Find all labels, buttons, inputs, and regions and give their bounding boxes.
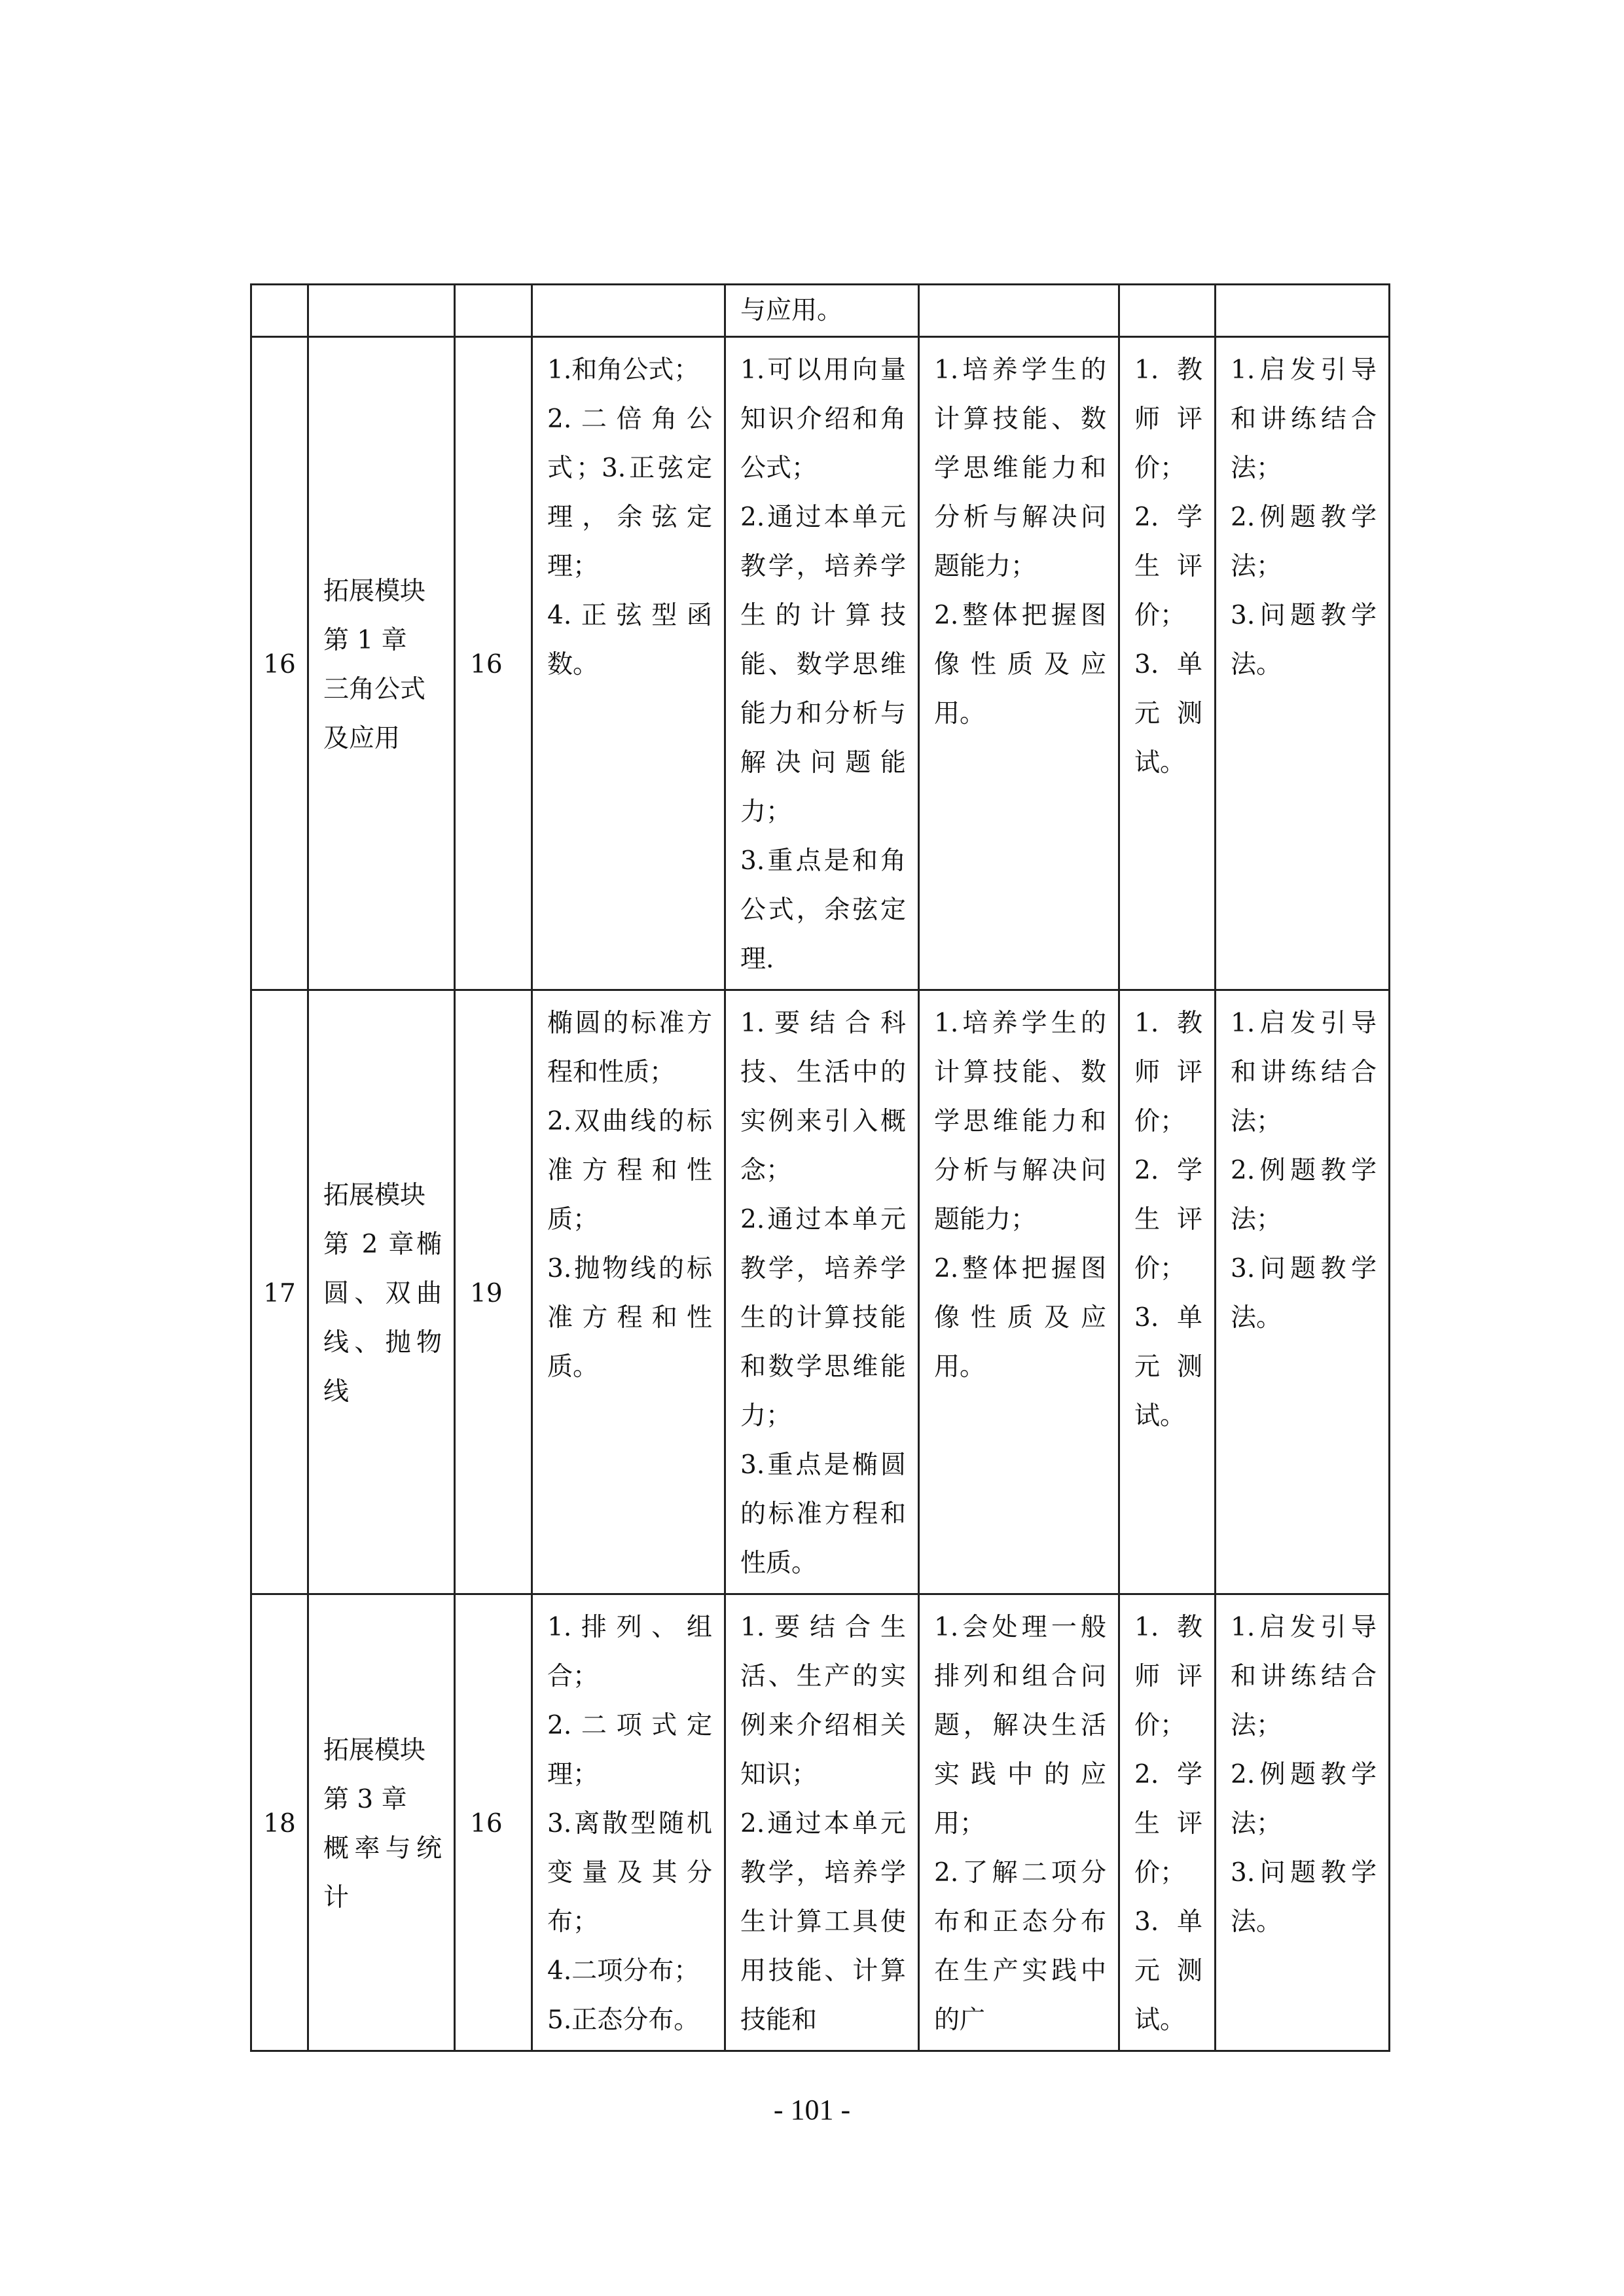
cell-content	[532, 285, 725, 337]
cell-goals: 1.培养学生的计算技能、数学思维能力和分析与解决问题能力； 2.整体把握图像性质及应用。	[919, 337, 1119, 990]
cell-hours: 16	[455, 1594, 532, 2051]
table-row-continuation	[251, 285, 1390, 337]
cell-unit: 拓展模块 第 2 章椭圆、双曲线、抛物线	[308, 990, 455, 1594]
cell-requirements: 1.要结合生活、生产的实例来介绍相关知识； 2.通过本单元教学，培养学生计算工具使用技能、计算技能和	[725, 1594, 919, 2051]
cell-hours	[455, 285, 532, 337]
cell-unit	[308, 285, 455, 337]
cell-index: 16	[251, 337, 308, 990]
cell-index: 17	[251, 990, 308, 1594]
cell-content: 椭圆的标准方程和性质； 2.双曲线的标准方程和性质； 3.抛物线的标准方程和性质。	[532, 990, 725, 1594]
cell-methods: 1.启发引导和讲练结合法； 2.例题教学法； 3.问题教学法。	[1216, 337, 1390, 990]
cell-methods: 1.启发引导和讲练结合法； 2.例题教学法； 3.问题教学法。	[1216, 1594, 1390, 2051]
table-row	[251, 1594, 1390, 2051]
cell-evaluation: 1.教师评价； 2.学生评价； 3.单元测试。	[1119, 1594, 1216, 2051]
cell-methods: 1.启发引导和讲练结合法； 2.例题教学法； 3.问题教学法。	[1216, 990, 1390, 1594]
cell-evaluation: 1.教师评价； 2.学生评价； 3.单元测试。	[1119, 337, 1216, 990]
cell-hours: 16	[455, 337, 532, 990]
cell-evaluation	[1119, 285, 1216, 337]
cell-goals: 1.培养学生的计算技能、数学思维能力和分析与解决问题能力； 2.整体把握图像性质及应用。	[919, 990, 1119, 1594]
cell-index	[251, 285, 308, 337]
cell-content: 1.和角公式； 2.二倍角公式；3.正弦定理，余弦定理； 4.正弦型函数。	[532, 337, 725, 990]
cell-methods	[1216, 285, 1390, 337]
cell-content: 1.排列、组合； 2.二项式定理； 3.离散型随机变量及其分布； 4.二项分布； 5.正态分布。	[532, 1594, 725, 2051]
cell-unit: 拓展模块 第 1 章 三角公式 及应用	[308, 337, 455, 990]
cell-unit: 拓展模块 第 3 章 概率与统计	[308, 1594, 455, 2051]
cell-goals	[919, 285, 1119, 337]
cell-requirements: 1.可以用向量知识介绍和角公式； 2.通过本单元教学，培养学生的计算技能、数学思维能力和分析与解决问题能力； 3.重点是和角公式，余弦定理.	[725, 337, 919, 990]
table-row	[251, 990, 1390, 1594]
cell-index: 18	[251, 1594, 308, 2051]
table-row	[251, 337, 1390, 990]
cell-requirements: 与应用。	[725, 285, 919, 337]
cell-hours: 19	[455, 990, 532, 1594]
cell-goals: 1.会处理一般排列和组合问题，解决生活实践中的应用； 2.了解二项分布和正态分布在生产实践中的广	[919, 1594, 1119, 2051]
page-number: - 101 -	[773, 2094, 851, 2126]
curriculum-table	[250, 283, 1390, 2052]
cell-evaluation: 1.教师评价； 2.学生评价； 3.单元测试。	[1119, 990, 1216, 1594]
cell-requirements: 1.要结合科技、生活中的实例来引入概念； 2.通过本单元教学，培养学生的计算技能和数学思维能力； 3.重点是椭圆的标准方程和性质。	[725, 990, 919, 1594]
